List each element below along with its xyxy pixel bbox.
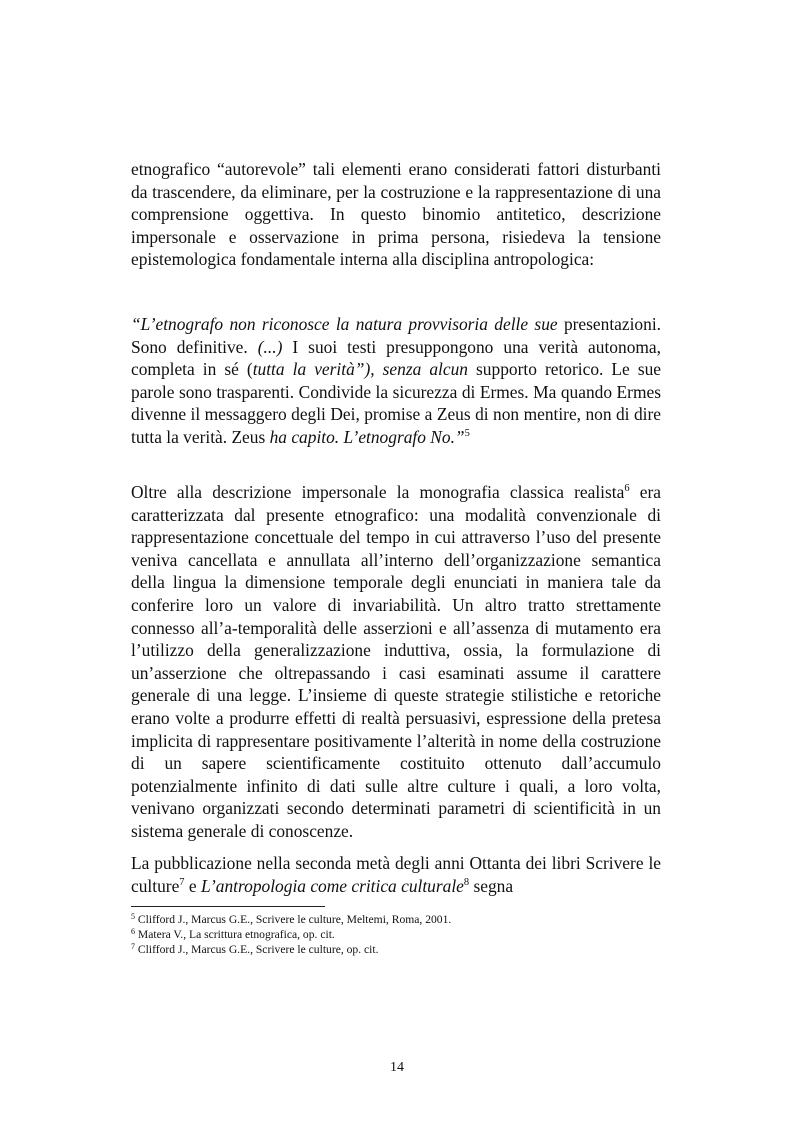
footnote-ref-6[interactable]: 6 [624,483,630,494]
footnote-6 [131,927,671,942]
block-quote [131,313,661,449]
footnote-number: 5 [131,912,135,921]
quote-text-4: I suoi testi presuppongono una verità autonoma, completa in sé ( [131,336,661,380]
footnote-text: Clifford J., Marcus G.E., Scrivere le culture, op. cit. [135,943,379,956]
body-paragraph-1: etnografico “autorevole” tali elementi erano considerati fattori disturbanti da trascendere, da eliminare, per la costruzione e la rappresentazione di una comprensione oggettiva. In questo binomio antitetico, descrizione impersonale e osservazione in prima persona, risiedeva la tensione epistemologica fondamentale interna alla disciplina antropologica: [131,159,661,270]
footnote-separator [131,906,325,907]
footnote-ref-7[interactable]: 7 [179,876,185,888]
quote-ellipsis: (...) [257,336,283,357]
footnotes [131,912,671,957]
footnote-ref-8[interactable]: 8 [463,876,470,888]
paragraph4-text-2: e [184,875,201,896]
footnote-text: Matera V., La scrittura etnografica, op. cit. [135,928,335,941]
body-paragraph-3 [131,481,661,843]
quote-italic-7: ha capito. L’etnografo No.” [269,426,465,447]
book-title-italic: L’antropologia come critica culturale [200,875,464,896]
quote-text-2: presentazioni. Sono definitive. [131,314,662,357]
quote-italic-1: “L’etnografo non riconosce la natura provvisoria delle sue [131,314,558,334]
paragraph4-text-1: La pubblicazione nella seconda metà degli anni Ottanta dei libri Scrivere le culture [131,853,661,896]
footnote-number: 7 [131,942,135,951]
footnote-text: Clifford J., Marcus G.E., Scrivere le culture, Meltemi, Roma, 2001. [135,913,452,926]
footnote-ref-5[interactable]: 5 [464,427,470,439]
footnote-5 [131,912,671,927]
paragraph3-text-1: Oltre alla descrizione impersonale la monografia classica realista [131,482,625,502]
quote-italic-5: tutta la verità”), senza alcun [252,359,468,380]
paragraph3-text-2: era caratterizzata dal presente etnografico: una modalità convenzionale di rappresentazione concettuale del tempo in cui attraverso l’uso del presente veniva cancellata e annullata all’interno dell’organizzazione semantica della lingua la dimensione temporale degli enunciati in maniera tale da conferire loro un valore di invariabilità. Un altro tratto strettamente connesso all’a-temporalità delle asserzioni e all’assenza di mutamento era l’utilizzo della generalizzazione induttiva, ossia, la formulazione di un’asserzione che oltrepassando i casi esaminati assume il carattere generale di una legge. L’insieme di queste strategie stilistiche e retoriche erano volte a produrre effetti di realtà persuasivi, espressione della pretesa implicita di rappresentare positivamente l’alterità in nome della costruzione di un sapere scientificamente costituito ottenuto dall’accumulo potenzialmente infinito di dati sulle altre culture i quali, a loro volta, venivano organizzati secondo determinati parametri di scientificità in un sistema generale di conoscenze. [131,482,662,841]
body-paragraph-4 [131,852,661,897]
quote-text-6: supporto retorico. Le sue parole sono trasparenti. Condivide la sicurezza di Ermes. Ma quando Ermes divenne il messaggero degli Dei, promise a Zeus di non mentire, non di dire tutta la verità. Zeus [131,359,661,447]
page-number: 14 [390,1060,404,1075]
paragraph4-text-4: segna [469,875,514,896]
footnote-number: 6 [131,927,135,936]
footnote-7 [131,942,671,957]
